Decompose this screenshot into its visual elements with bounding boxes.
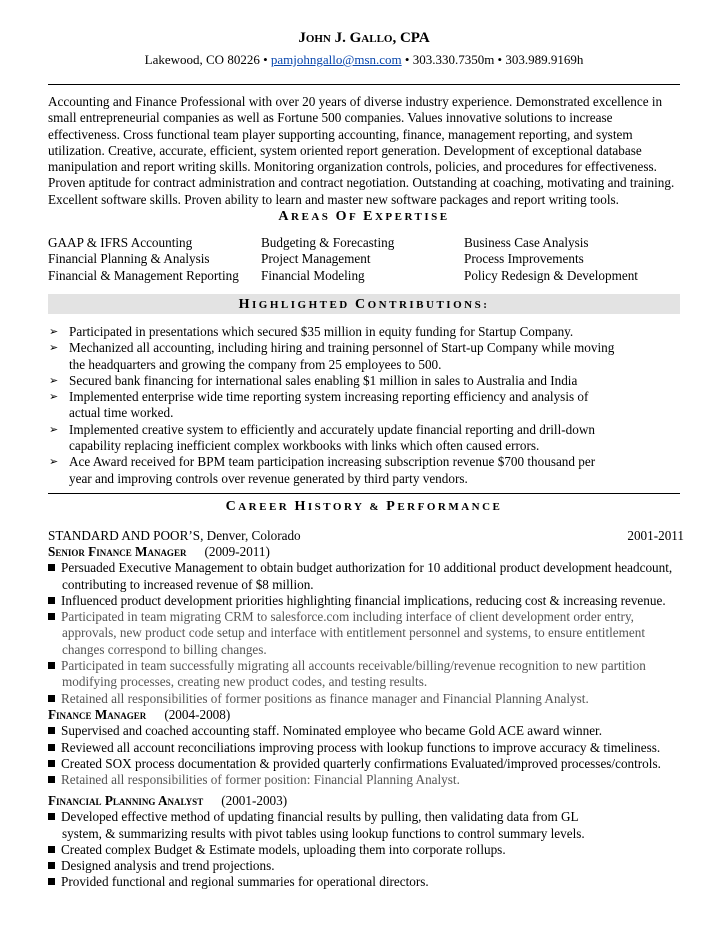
arrow-bullet-icon: ➢	[49, 455, 59, 469]
square-bullet-icon	[48, 695, 55, 702]
expertise-item: Budgeting & Forecasting	[261, 235, 395, 250]
role-title: Finance Manager	[48, 707, 147, 722]
contribution-text: Implemented enterprise wide time reporting system increasing reporting efficiency and analysis of	[69, 389, 589, 405]
role-bullet-continuation	[48, 642, 684, 658]
employer-dates: 2001-2011	[627, 528, 684, 543]
section-heading-text: CAREER HISTORY & PERFORMANCE	[225, 499, 503, 514]
role-bullet-text: Retained all responsibilities of former positions as finance manager and Financial Planning Analyst.	[61, 690, 589, 706]
contribution-text: Mechanized all accounting, including hiring and training personnel of Start-up Company while moving	[69, 340, 615, 356]
expertise-column-3	[464, 235, 638, 284]
contribution-line	[48, 340, 688, 356]
role-bullet	[48, 772, 684, 788]
contribution-item	[48, 340, 688, 373]
square-bullet-icon	[48, 878, 55, 885]
square-bullet-icon	[48, 760, 55, 767]
role-bullet	[48, 593, 684, 609]
contributions-list	[48, 324, 688, 487]
role-bullet-continuation	[48, 826, 684, 842]
role-bullet	[48, 842, 684, 858]
contribution-line	[48, 389, 688, 405]
role-bullet-text: Influenced product development priorities highlighting financial implications, reducing cost & increasing revenue.	[61, 592, 666, 608]
expertise-item: Project Management	[261, 251, 371, 267]
contribution-item	[48, 422, 688, 455]
contribution-item	[48, 373, 688, 389]
expertise-item: Process Improvements	[464, 251, 584, 267]
role-bullet	[48, 740, 684, 756]
role-bullet-text: Reviewed all account reconciliations improving process with lookup functions to improve accuracy & timeliness.	[61, 739, 661, 755]
address-text: Lakewood, CO 80226 •	[144, 52, 271, 67]
arrow-bullet-icon: ➢	[49, 341, 59, 355]
role-bullet	[48, 609, 684, 625]
role-block	[48, 793, 684, 891]
role-title-row	[48, 793, 684, 809]
role-bullet	[48, 691, 684, 707]
role-bullet-text: Retained all responsibilities of former position: Financial Planning Analyst.	[61, 772, 460, 788]
email-link[interactable]: pamjohngallo@msn.com	[270, 52, 402, 67]
square-bullet-icon	[48, 662, 55, 669]
role-bullet-text: Developed effective method of updating financial results by pulling, then validating data from GL	[61, 809, 579, 825]
contact-line	[0, 52, 728, 68]
role-bullet-text: Created complex Budget & Estimate models, uploading them into corporate rollups.	[61, 841, 506, 857]
contribution-continuation: actual time worked.	[69, 405, 174, 421]
role-bullet-text: system, & summarizing results with pivot tables using lookup functions to control summary levels.	[62, 825, 585, 841]
role-bullet	[48, 756, 684, 772]
role-bullet	[48, 809, 684, 825]
summary-paragraph	[48, 94, 688, 208]
role-dates: (2009-2011)	[204, 544, 270, 559]
role-title: Senior Finance Manager	[48, 544, 187, 559]
career-heading	[0, 499, 728, 515]
expertise-column-1	[48, 235, 239, 284]
role-bullet-text: contributing to increased revenue of $8 million.	[62, 576, 314, 592]
role-bullet-continuation	[48, 577, 684, 593]
contribution-text: Ace Award received for BPM team participation increasing subscription revenue $700 thousand per	[69, 454, 596, 470]
contribution-line	[48, 373, 688, 389]
section-heading-text: HIGHLIGHTED CONTRIBUTIONS:	[238, 297, 490, 312]
contribution-text: Secured bank financing for international sales enabling $1 million in sales to Australia and India	[69, 372, 578, 388]
role-dates: (2004-2008)	[164, 707, 231, 722]
arrow-bullet-icon: ➢	[49, 373, 59, 387]
employer-row	[48, 528, 684, 544]
contribution-continuation: capability replacing inefficient complex workbooks with links which often caused errors.	[69, 438, 540, 454]
summary-line: utilization. Creative, accurate, efficient, system oriented report generation. Development of exceptional database	[48, 142, 642, 158]
role-bullet	[48, 560, 684, 576]
header-divider	[48, 84, 680, 85]
expertise-item: Financial Modeling	[261, 267, 365, 283]
square-bullet-icon	[48, 727, 55, 734]
square-bullet-icon	[48, 846, 55, 853]
contribution-item	[48, 454, 688, 487]
contribution-line	[48, 324, 688, 340]
phone-text: • 303.330.7350m • 303.989.9169h	[401, 52, 584, 67]
summary-line: manipulation and report writing skills. Monitoring organization controls, policies, and procedures for effectiveness.	[48, 159, 657, 175]
summary-line: Proven aptitude for contract administration and contract negotiation. Outstanding at coaching, motivating and training.	[48, 175, 675, 191]
arrow-bullet-icon: ➢	[49, 422, 59, 436]
square-bullet-icon	[48, 564, 55, 571]
role-bullet	[48, 858, 684, 874]
role-bullet	[48, 658, 684, 674]
summary-line: effectiveness. Cross functional team player supporting accounting, finance, management reporting, and system	[48, 126, 633, 142]
role-bullet-text: approvals, new product code setup and interface with entitlement personnel and systems, to ensure entitlement	[62, 625, 646, 641]
role-bullet-continuation	[48, 625, 684, 641]
role-title-row	[48, 544, 684, 560]
role-bullet-text: changes correspond to billing changes.	[62, 641, 267, 657]
expertise-heading	[0, 209, 728, 225]
contribution-line	[48, 454, 688, 470]
role-dates: (2001-2003)	[221, 793, 288, 808]
contribution-item	[48, 389, 688, 422]
role-bullet-text: Created SOX process documentation & provided quarterly confirmations Evaluated/improved processes/controls.	[61, 755, 661, 771]
role-bullet	[48, 723, 684, 739]
role-bullet-text: Designed analysis and trend projections.	[61, 858, 275, 874]
career-divider	[48, 493, 680, 494]
role-bullet-text: Participated in team migrating CRM to salesforce.com including interface of client development order entry,	[61, 609, 634, 625]
role-title-row	[48, 707, 684, 723]
role-bullet-continuation	[48, 674, 684, 690]
role-bullet-text: Provided functional and regional summaries for operational directors.	[61, 874, 429, 890]
arrow-bullet-icon: ➢	[49, 325, 59, 338]
expertise-item: Business Case Analysis	[464, 235, 589, 250]
expertise-item: Policy Redesign & Development	[464, 267, 638, 283]
square-bullet-icon	[48, 813, 55, 820]
contribution-text: Participated in presentations which secured $35 million in equity funding for Startup Company.	[69, 324, 574, 339]
square-bullet-icon	[48, 862, 55, 869]
square-bullet-icon	[48, 776, 55, 783]
expertise-item: GAAP & IFRS Accounting	[48, 235, 193, 250]
employer-name: STANDARD AND POOR’S, Denver, Colorado	[48, 528, 301, 543]
expertise-item: Financial Planning & Analysis	[48, 251, 210, 267]
role-bullet-text: Supervised and coached accounting staff. Nominated employee who became Gold ACE award winner.	[61, 723, 603, 739]
role-bullet-text: modifying processes, creating new product codes, and testing results.	[62, 674, 428, 690]
contributions-heading	[0, 297, 728, 313]
square-bullet-icon	[48, 613, 55, 620]
summary-line: small entrepreneurial companies as well as Fortune 500 companies. Values innovative solutions to increase	[48, 110, 613, 126]
contribution-item	[48, 324, 688, 340]
square-bullet-icon	[48, 597, 55, 604]
arrow-bullet-icon: ➢	[49, 390, 59, 404]
role-bullet-text: Persuaded Executive Management to obtain budget authorization for 10 additional product development headcount,	[61, 560, 673, 576]
contribution-continuation: the headquarters and growing the company from 25 employees to 500.	[69, 356, 442, 372]
role-block	[48, 544, 684, 707]
expertise-item: Financial & Management Reporting	[48, 267, 239, 283]
contribution-line	[48, 422, 688, 438]
expertise-column-2	[261, 235, 394, 284]
role-bullet	[48, 874, 684, 890]
role-title: Financial Planning Analyst	[48, 793, 204, 808]
role-block	[48, 707, 684, 788]
contribution-continuation: year and improving controls over revenue generated by third party vendors.	[69, 470, 468, 486]
role-bullet-text: Participated in team successfully migrating all accounts receivable/billing/revenue recognition to new partition	[61, 658, 646, 674]
square-bullet-icon	[48, 744, 55, 751]
contribution-text: Implemented creative system to efficiently and accurately update financial reporting and drill-down	[69, 421, 595, 437]
summary-line: Excellent software skills. Proven ability to learn and master new software packages and report writing tools.	[48, 191, 619, 207]
summary-line: Accounting and Finance Professional with over 20 years of diverse industry experience. Demonstrated excellence in	[48, 94, 663, 109]
section-heading-text: AREAS OF EXPERTISE	[278, 209, 450, 224]
candidate-name: John J. Gallo, CPA	[298, 30, 430, 46]
